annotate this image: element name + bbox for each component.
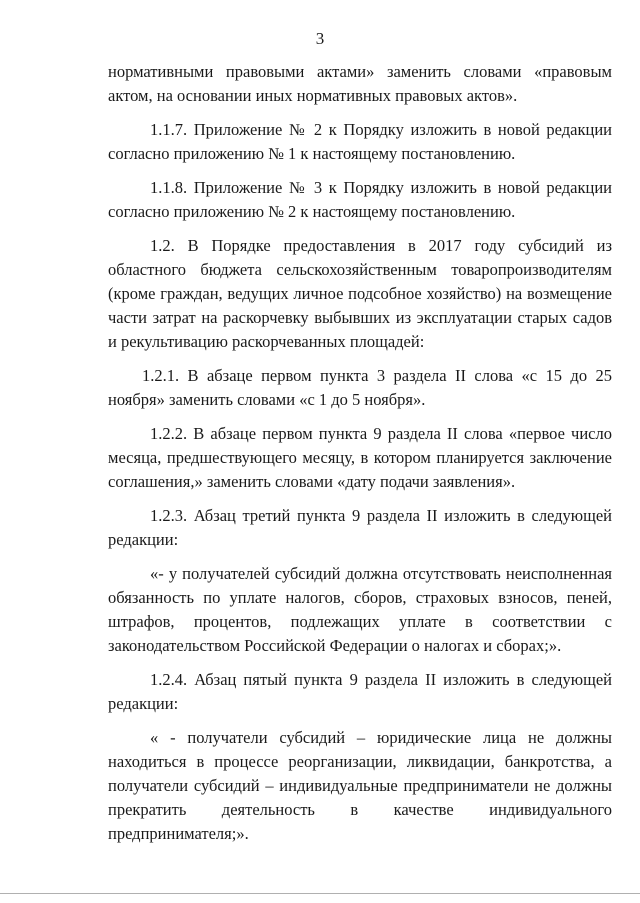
paragraph-1-2-2: 1.2.2. В абзаце первом пункта 9 раздела II слова «первое число месяца, предшествующего месяцу, в котором планируется заключение соглашения,» заменить словами «дату подачи заявления». [108, 424, 612, 491]
paragraph-1-2-4: 1.2.4. Абзац пятый пункта 9 раздела II изложить в следующей редакции: [108, 670, 612, 713]
paragraph-continuation: нормативными правовыми актами» заменить словами «правовым актом, на основании иных нормативных правовых актов». [108, 62, 612, 105]
scan-edge-line [0, 893, 640, 894]
quoted-text-1-2-4: « - получатели субсидий – юридические лица не должны находиться в процессе реорганизации, ликвидации, банкротства, а получатели субсидий – индивидуальные предприниматели не должны прекратить деятельность в качестве индивидуального предпринимателя;». [108, 728, 612, 843]
page-number: 3 [315, 29, 325, 48]
paragraph-1-2: 1.2. В Порядке предоставления в 2017 году субсидий из областного бюджета сельскохозяйственным товаропроизводителям (кроме граждан, ведущих личное подсобное хозяйство) на возмещение части затрат на раскорчевку выбывших из эксплуатации старых садов и рекультивацию раскорчеванных площадей: [108, 236, 612, 351]
paragraph-1-2-1: 1.2.1. В абзаце первом пункта 3 раздела II слова «с 15 до 25 ноября» заменить словами «с 1 до 5 ноября». [108, 366, 612, 409]
quoted-text-1-2-3: «- у получателей субсидий должна отсутствовать неисполненная обязанность по уплате налогов, сборов, страховых взносов, пеней, штрафов, процентов, подлежащих уплате в соответствии с законодательством Российской Федерации о налогах и сборах;». [108, 564, 612, 655]
paragraph-1-1-8: 1.1.8. Приложение № 3 к Порядку изложить в новой редакции согласно приложению № 2 к настоящему постановлению. [108, 178, 612, 221]
paragraph-1-1-7: 1.1.7. Приложение № 2 к Порядку изложить в новой редакции согласно приложению № 1 к настоящему постановлению. [108, 120, 612, 163]
paragraph-1-2-3: 1.2.3. Абзац третий пункта 9 раздела II изложить в следующей редакции: [108, 506, 612, 549]
document-body [108, 60, 612, 846]
